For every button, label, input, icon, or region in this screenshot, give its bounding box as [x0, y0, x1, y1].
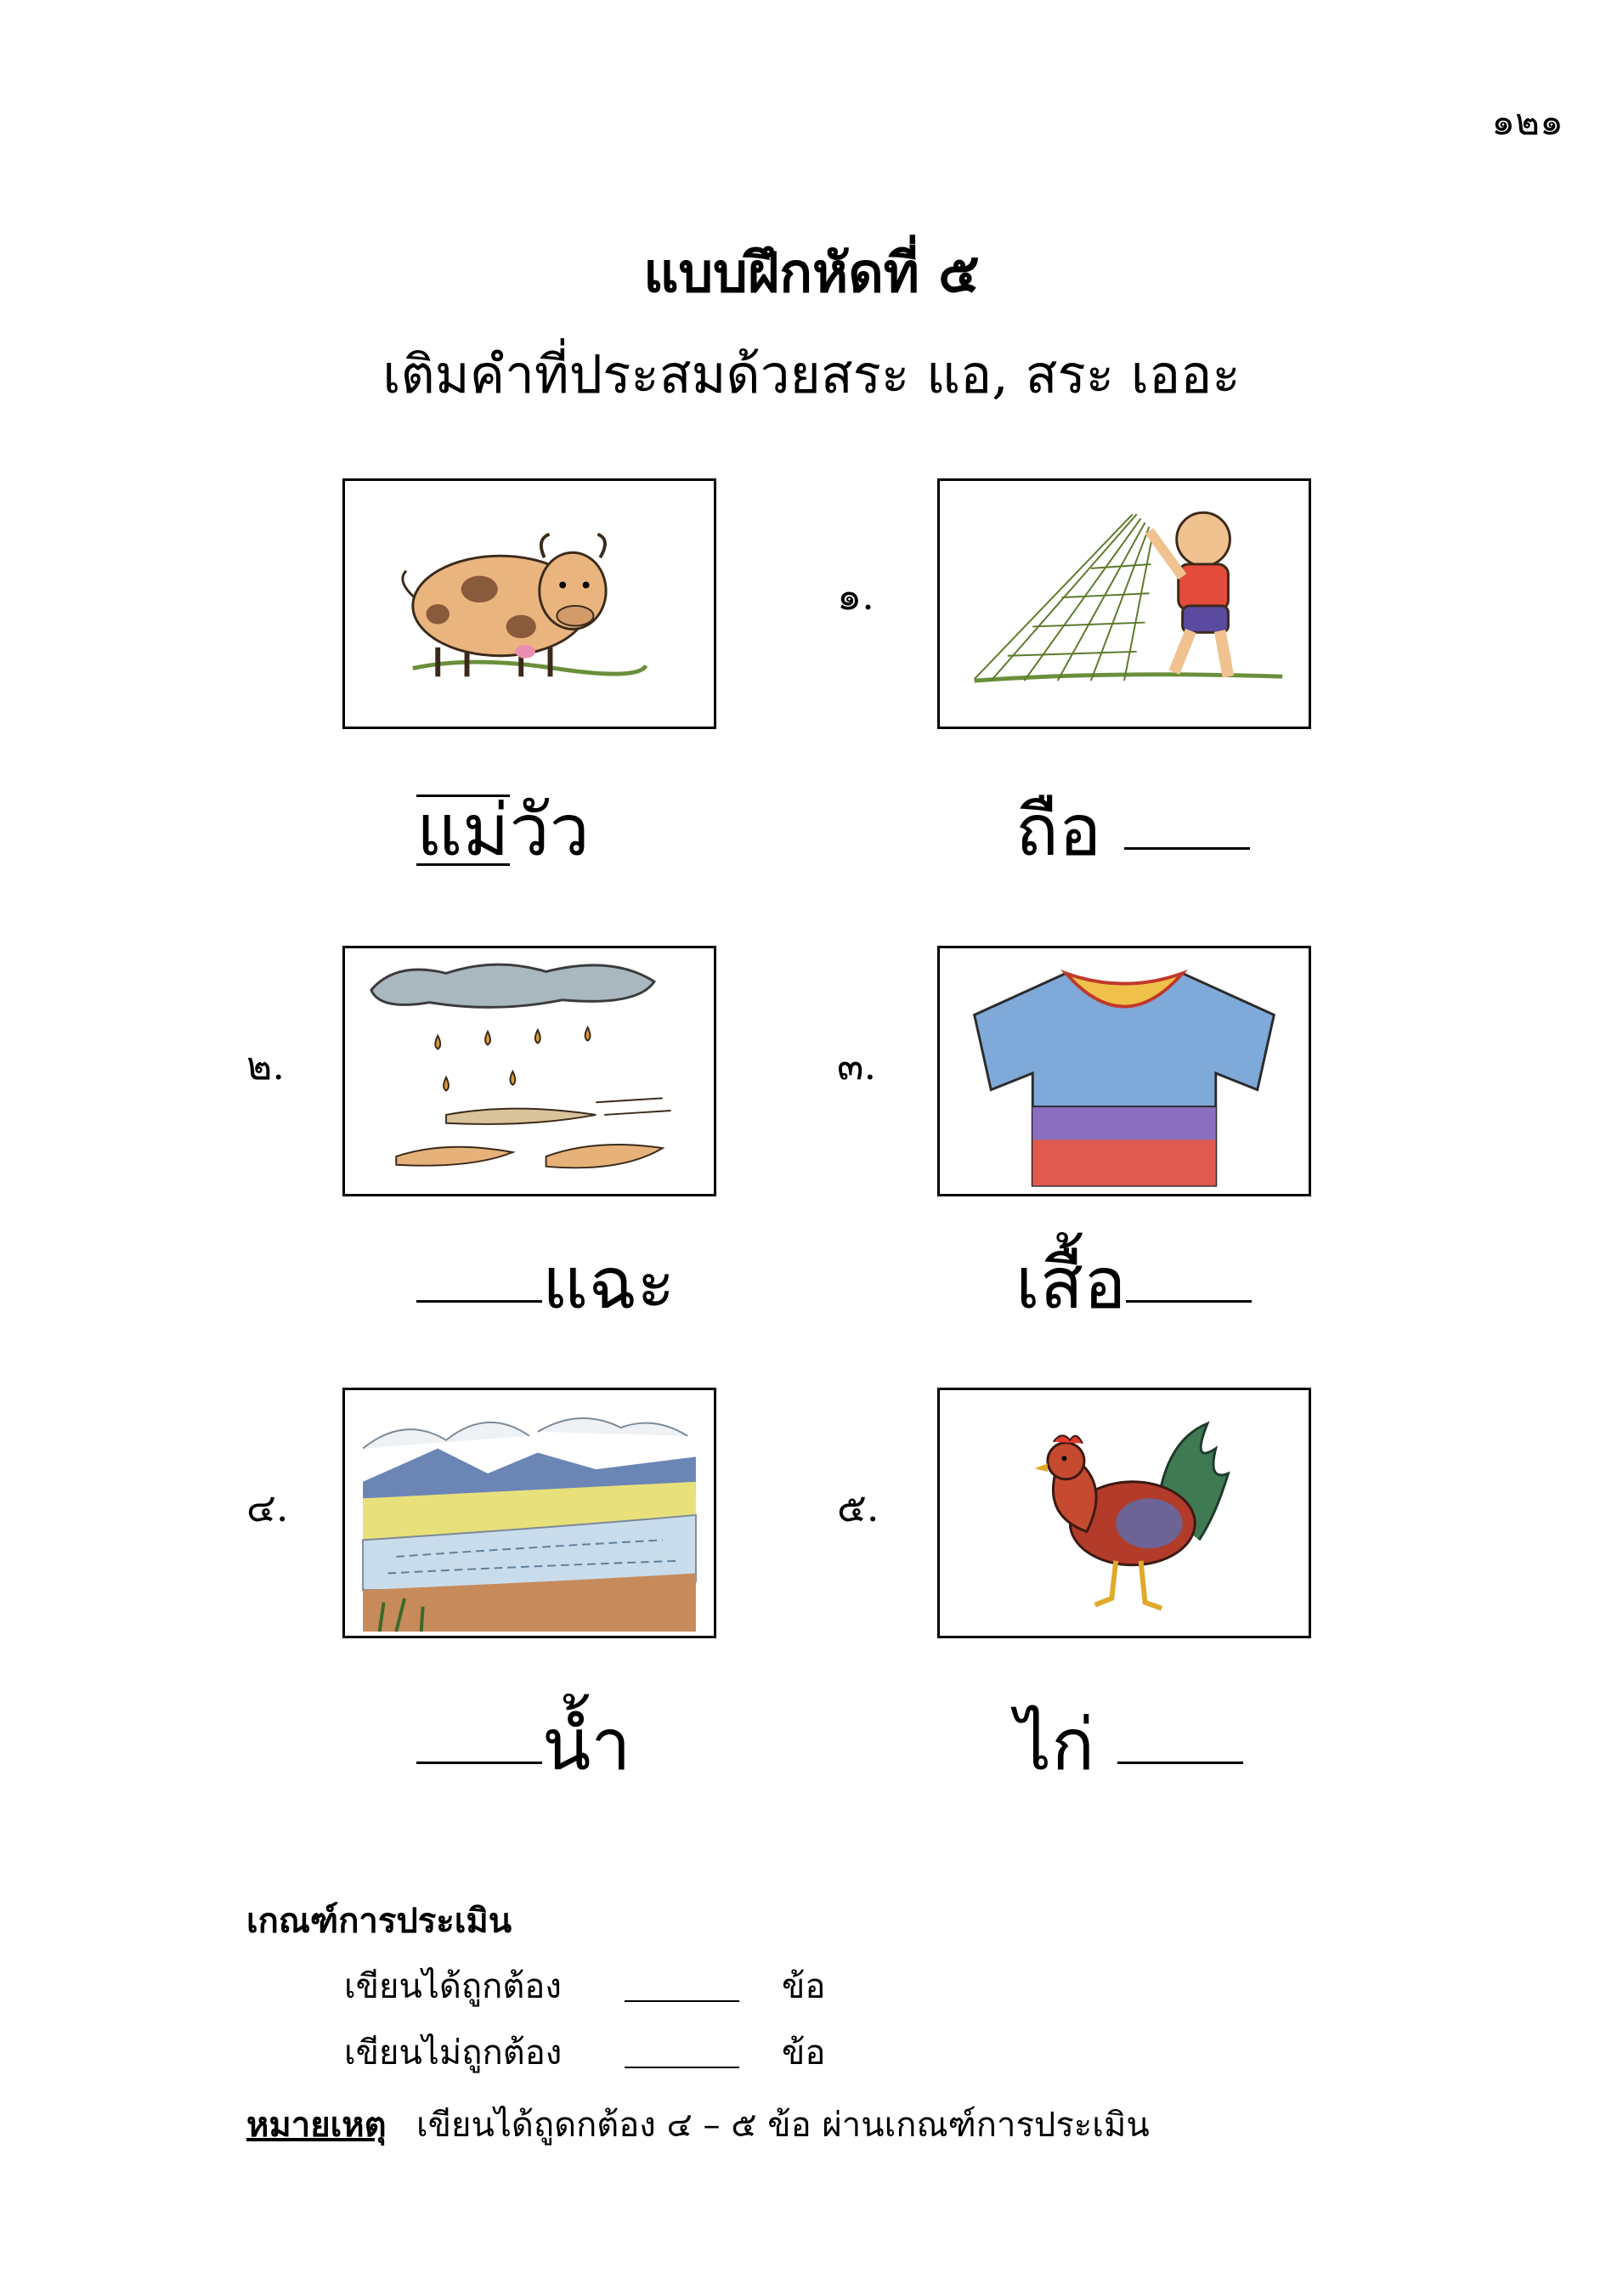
exercise-title: แบบฝึกหัดที่ ๕ [643, 241, 980, 305]
cow-illustration [345, 481, 714, 727]
item-number-3: ๓. [837, 1043, 877, 1089]
word-answer-1 [1015, 783, 1250, 877]
word-answer-3 [1015, 1236, 1252, 1330]
item-number-5: ๕. [837, 1484, 879, 1530]
given-word-2: แฉะ [542, 1241, 676, 1325]
note-label: หมายเหตุ [246, 2105, 387, 2145]
word-answer-4 [416, 1698, 631, 1791]
rooster-picture [937, 1388, 1311, 1638]
rooster-illustration [940, 1390, 1309, 1636]
criteria-incorrect-label: เขียนไม่ถูกต้อง [344, 2033, 563, 2073]
answer-blank-3[interactable] [1126, 1236, 1252, 1303]
given-word-3: เสื้อ [1015, 1241, 1127, 1325]
answer-blank-1[interactable] [1124, 783, 1250, 850]
given-word-5: ไก่ [1015, 1703, 1095, 1786]
rain-puddle-illustration [345, 948, 714, 1194]
exercise-instruction: เติมคำที่ประสมด้วยสระ แอ, สระ เออะ [382, 343, 1241, 405]
boy-net-picture [937, 478, 1311, 729]
boy-net-illustration [940, 481, 1309, 727]
cow-picture [342, 478, 716, 729]
note-text: เขียนได้ถูดกต้อง ๔ – ๕ ข้อ ผ่านเกณฑ์การประเมิน [416, 2106, 1150, 2145]
shirt-picture [937, 946, 1311, 1196]
example-given-word: วัว [509, 789, 590, 872]
shirt-illustration [940, 948, 1309, 1194]
criteria-correct-count-blank[interactable] [625, 1970, 739, 2002]
criteria-correct-unit: ข้อ [782, 1967, 826, 2006]
river-illustration [345, 1390, 714, 1636]
page-number: ๑๒๑ [1491, 100, 1564, 144]
rain-picture [342, 946, 716, 1196]
answer-blank-2[interactable] [416, 1236, 542, 1303]
river-picture [342, 1388, 716, 1638]
criteria-heading: เกณฑ์การประเมิน [246, 1901, 512, 1941]
example-filled-word: แม่ [416, 789, 510, 872]
word-answer-5 [1015, 1698, 1243, 1791]
answer-blank-4[interactable] [416, 1698, 542, 1764]
criteria-incorrect-unit: ข้อ [782, 2033, 826, 2073]
criteria-incorrect-count-blank[interactable] [625, 2036, 739, 2068]
item-number-1: ๑. [837, 573, 874, 619]
word-answer-example [416, 783, 590, 877]
given-word-1: ถือ [1015, 789, 1102, 872]
answer-blank-5[interactable] [1117, 1698, 1243, 1764]
item-number-2: ๒. [246, 1043, 285, 1089]
given-word-4: น้ำ [542, 1703, 631, 1786]
item-number-4: ๔. [246, 1484, 289, 1530]
criteria-correct-label: เขียนได้ถูกต้อง [344, 1967, 562, 2006]
word-answer-2 [416, 1236, 675, 1330]
